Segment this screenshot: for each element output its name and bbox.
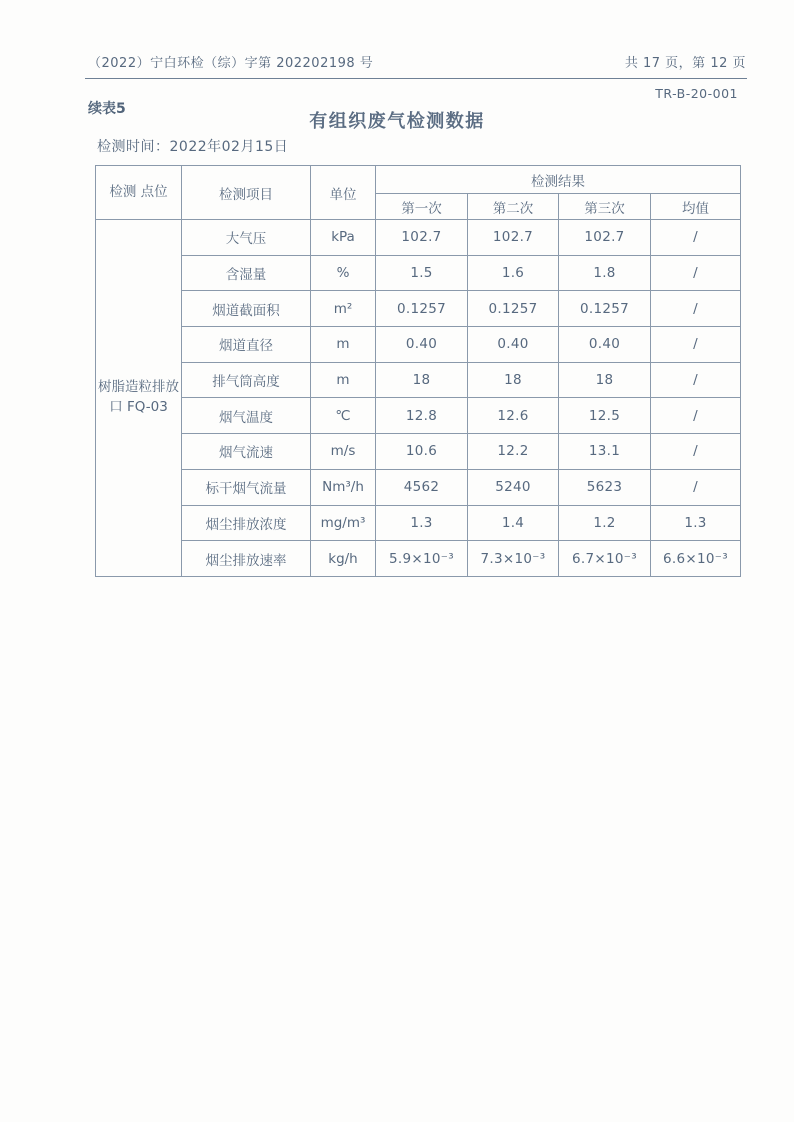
table-row [96,255,741,291]
value-cell: 18 [376,362,468,398]
unit-cell: mg/m³ [311,505,376,541]
average-cell: 1.3 [651,505,741,541]
table-row [96,469,741,505]
average-cell: / [651,398,741,434]
unit-cell: kPa [311,220,376,256]
item-cell: 含湿量 [182,255,311,291]
table-row [96,291,741,327]
monitoring-point-cell: 树脂造粒排放口 FQ-03 [96,220,182,577]
value-cell: 6.7×10⁻³ [559,541,651,577]
value-cell: 1.2 [559,505,651,541]
item-cell: 烟尘排放浓度 [182,505,311,541]
item-cell: 烟尘排放速率 [182,541,311,577]
value-cell: 1.3 [376,505,468,541]
item-cell: 烟道直径 [182,327,311,363]
average-cell: 6.6×10⁻³ [651,541,741,577]
value-cell: 12.5 [559,398,651,434]
value-cell: 0.40 [559,327,651,363]
page-indicator: 共 17 页，第 12 页 [624,56,746,71]
value-cell: 12.6 [468,398,559,434]
unit-cell: m² [311,291,376,327]
table-row [96,220,741,256]
value-cell: 5.9×10⁻³ [376,541,468,577]
column-header-second: 第二次 [468,194,559,220]
column-header-third: 第三次 [559,194,651,220]
value-cell: 0.1257 [376,291,468,327]
item-cell: 大气压 [182,220,311,256]
continued-table-label: 续表5 [88,101,126,117]
value-cell: 0.40 [468,327,559,363]
average-cell: / [651,434,741,470]
document-number: （2022）宁白环检（综）字第 202202198 号 [88,56,374,71]
test-time-label: 检测时间：2022年02月15日 [97,139,289,155]
average-cell: / [651,327,741,363]
waste-gas-data-table [95,165,741,577]
average-cell: / [651,291,741,327]
value-cell: 18 [559,362,651,398]
value-cell: 1.5 [376,255,468,291]
value-cell: 102.7 [559,220,651,256]
column-header-point: 检测 点位 [96,166,182,220]
value-cell: 5623 [559,469,651,505]
value-cell: 18 [468,362,559,398]
value-cell: 102.7 [468,220,559,256]
value-cell: 0.40 [376,327,468,363]
unit-cell: m [311,362,376,398]
unit-cell: ℃ [311,398,376,434]
unit-cell: kg/h [311,541,376,577]
document-header [88,52,746,71]
column-header-result-group: 检测结果 [376,166,741,194]
table-row [96,541,741,577]
page-title: 有组织废气检测数据 [309,111,485,132]
value-cell: 7.3×10⁻³ [468,541,559,577]
header-divider [85,78,747,79]
table-header-row-1 [96,166,741,194]
value-cell: 10.6 [376,434,468,470]
column-header-item: 检测项目 [182,166,311,220]
table-row [96,327,741,363]
table-row [96,398,741,434]
average-cell: / [651,469,741,505]
value-cell: 5240 [468,469,559,505]
unit-cell: Nm³/h [311,469,376,505]
item-cell: 排气筒高度 [182,362,311,398]
value-cell: 12.2 [468,434,559,470]
column-header-first: 第一次 [376,194,468,220]
value-cell: 12.8 [376,398,468,434]
item-cell: 标干烟气流量 [182,469,311,505]
table-row [96,362,741,398]
item-cell: 烟气流速 [182,434,311,470]
unit-cell: m/s [311,434,376,470]
value-cell: 13.1 [559,434,651,470]
form-code: TR-B-20-001 [655,86,738,101]
column-header-average: 均值 [651,194,741,220]
value-cell: 4562 [376,469,468,505]
average-cell: / [651,220,741,256]
unit-cell: % [311,255,376,291]
table-row [96,505,741,541]
value-cell: 0.1257 [559,291,651,327]
item-cell: 烟气温度 [182,398,311,434]
value-cell: 1.6 [468,255,559,291]
unit-cell: m [311,327,376,363]
table-row [96,434,741,470]
value-cell: 1.8 [559,255,651,291]
average-cell: / [651,255,741,291]
column-header-unit: 单位 [311,166,376,220]
value-cell: 0.1257 [468,291,559,327]
value-cell: 1.4 [468,505,559,541]
average-cell: / [651,362,741,398]
item-cell: 烟道截面积 [182,291,311,327]
value-cell: 102.7 [376,220,468,256]
